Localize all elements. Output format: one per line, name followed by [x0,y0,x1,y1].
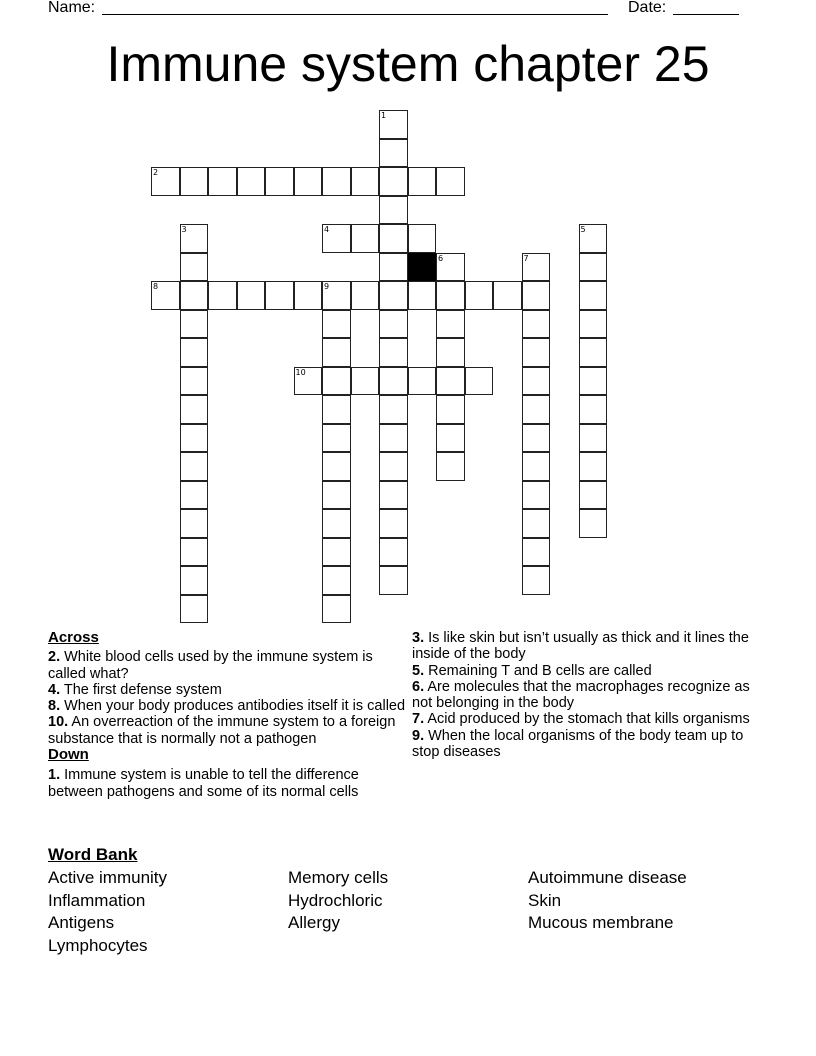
grid-cell[interactable] [465,367,494,396]
word-bank-item: Allergy [288,913,340,933]
grid-cell[interactable] [522,281,551,310]
grid-cell[interactable] [180,395,209,424]
clue-number-label: 7 [523,253,529,263]
clue-number-label: 9 [324,282,330,291]
grid-cell[interactable] [579,338,608,367]
grid-cell[interactable] [237,281,266,310]
clue-text: When your body produces antibodies itself it is called [60,698,406,715]
grid-cell[interactable] [436,424,465,453]
grid-cell[interactable] [579,253,608,282]
word-bank-item: Memory cells [288,868,389,887]
grid-cell[interactable] [322,509,351,538]
grid-cell[interactable] [180,281,209,310]
grid-cell[interactable] [322,566,351,595]
grid-cell[interactable] [294,167,323,196]
grid-cell[interactable] [522,481,551,510]
grid-cell[interactable] [294,367,323,396]
grid-cell[interactable] [180,509,209,538]
grid-cell[interactable] [522,424,551,453]
grid-cell[interactable] [436,310,465,339]
grid-cell[interactable] [408,224,437,253]
grid-cell[interactable] [180,310,209,339]
grid-cell[interactable] [379,224,408,253]
grid-cell[interactable] [322,538,351,567]
clue-down-9 [412,728,762,761]
grid-cell[interactable] [180,452,209,481]
grid-cell[interactable] [579,509,608,538]
clue-text: Immune system is unable to tell the difference between pathogens and some of its normal cells [48,767,359,800]
grid-cell[interactable] [522,395,551,424]
grid-cell[interactable] [436,167,465,196]
word-bank-item: Hydrochloric [288,890,383,910]
grid-cell[interactable] [379,310,408,339]
clue-number: 2. [48,649,61,666]
grid-cell[interactable] [322,367,351,396]
grid-cell[interactable] [408,281,437,310]
name-label: Name: [48,0,96,16]
black-cell [408,253,437,282]
word-bank-column-2 [288,867,528,935]
grid-cell[interactable] [379,196,408,225]
down-clues-continued [412,630,762,760]
grid-cell[interactable] [379,110,408,139]
grid-cell[interactable] [379,566,408,595]
grid-cell[interactable] [436,253,465,282]
grid-cell[interactable] [351,281,380,310]
grid-cell[interactable] [180,424,209,453]
grid-cell[interactable] [379,538,408,567]
clue-number-label: 8 [153,282,159,291]
grid-cell[interactable] [322,481,351,510]
clue-number-label: 1 [381,111,387,120]
clue-number: 10. [48,714,69,731]
across-clues [48,630,408,800]
clue-across-10 [48,714,408,747]
grid-cell[interactable] [237,167,266,196]
grid-cell[interactable] [408,167,437,196]
word-bank-item: Active immunity [48,868,168,887]
clue-down-7 [412,711,762,727]
grid-cell[interactable] [265,281,294,310]
grid-cell[interactable] [522,367,551,396]
clue-number-label: 3 [181,225,187,234]
grid-cell[interactable] [180,253,209,282]
grid-cell[interactable] [522,566,551,595]
grid-cell[interactable] [208,167,237,196]
grid-cell[interactable] [351,367,380,396]
clue-down-6 [412,679,762,712]
grid-cell[interactable] [265,167,294,196]
grid-cell[interactable] [579,281,608,310]
clue-number: 6. [412,678,425,695]
grid-cell[interactable] [379,139,408,168]
name-date-line [48,0,768,20]
name-field[interactable] [102,0,608,15]
grid-cell[interactable] [379,452,408,481]
clue-down-1 [48,767,408,800]
grid-cell[interactable] [379,424,408,453]
grid-cell[interactable] [522,338,551,367]
clue-number: 3. [412,630,425,646]
grid-cell[interactable] [322,281,351,310]
grid-cell[interactable] [180,167,209,196]
grid-cell[interactable] [208,281,237,310]
grid-cell[interactable] [522,253,551,282]
date-field[interactable] [673,0,739,15]
grid-cell[interactable] [322,424,351,453]
clue-text: The first defense system [60,681,222,698]
word-bank-title: Word Bank [48,845,138,864]
clue-text: Remaining T and B cells are called [424,662,652,679]
down-heading: Down [48,746,89,764]
clue-text: Acid produced by the stomach that kills organisms [424,711,750,728]
grid-cell[interactable] [379,281,408,310]
grid-cell[interactable] [465,281,494,310]
clue-number: 9. [412,727,425,744]
clue-number: 7. [412,711,425,728]
word-bank-item: Antigens [48,913,115,933]
grid-cell[interactable] [151,281,180,310]
word-bank-item: Skin [528,890,562,910]
word-bank-column-3 [528,867,768,935]
grid-cell[interactable] [436,395,465,424]
grid-cell[interactable] [493,281,522,310]
clue-number: 5. [412,662,425,679]
clue-down-3 [412,630,762,663]
clue-number-label: 2 [153,168,159,177]
grid-cell[interactable] [322,224,351,253]
grid-cell[interactable] [322,395,351,424]
grid-cell[interactable] [151,167,180,196]
grid-cell[interactable] [180,481,209,510]
grid-cell[interactable] [322,595,351,624]
clue-across-2 [48,649,408,682]
grid-cell[interactable] [379,395,408,424]
word-bank-item: Inflammation [48,890,146,910]
across-heading: Across [48,629,99,646]
clue-across-4 [48,682,408,698]
grid-cell[interactable] [522,538,551,567]
grid-cell[interactable] [322,310,351,339]
grid-cell[interactable] [436,281,465,310]
clue-text: Are molecules that the macrophages recognize as not belonging in the body [412,678,750,712]
clue-number-label: 10 [295,367,306,377]
grid-cell[interactable] [579,395,608,424]
clue-text: Is like skin but isn’t usually as thick and it lines the inside of the body [412,630,749,663]
clue-number-label: 5 [580,225,586,234]
word-bank-column-1 [48,867,288,957]
grid-cell[interactable] [180,367,209,396]
clue-text: White blood cells used by the immune system is called what? [48,649,373,682]
word-bank-item: Lymphocytes [48,935,148,955]
grid-cell[interactable] [322,338,351,367]
grid-cell[interactable] [436,338,465,367]
grid-cell[interactable] [436,367,465,396]
clue-number: 8. [48,698,61,715]
word-bank-item: Autoimmune disease [528,868,687,887]
grid-cell[interactable] [522,310,551,339]
clue-number-label: 4 [324,225,330,234]
grid-cell[interactable] [180,566,209,595]
grid-cell[interactable] [436,452,465,481]
clue-number: 1. [48,767,61,784]
grid-cell[interactable] [379,481,408,510]
clue-number: 4. [48,681,61,698]
grid-cell[interactable] [180,595,209,624]
grid-cell[interactable] [579,367,608,396]
grid-cell[interactable] [579,424,608,453]
word-bank-item: Mucous membrane [528,913,674,933]
grid-cell[interactable] [180,224,209,253]
grid-cell[interactable] [322,452,351,481]
grid-cell[interactable] [351,224,380,253]
grid-cell[interactable] [294,281,323,310]
clue-text: An overreaction of the immune system to a foreign substance that is normally not a pathogen [48,714,396,747]
grid-cell[interactable] [379,338,408,367]
page-title: Immune system chapter 25 [106,36,710,92]
grid-cell[interactable] [408,367,437,396]
clue-number-label: 6 [438,253,444,263]
date-label: Date: [628,0,667,16]
grid-cell[interactable] [579,452,608,481]
grid-cell[interactable] [351,167,380,196]
grid-cell[interactable] [379,167,408,196]
grid-cell[interactable] [180,338,209,367]
grid-cell[interactable] [379,253,408,282]
grid-cell[interactable] [379,509,408,538]
clue-across-8 [48,698,408,714]
grid-cell[interactable] [180,538,209,567]
grid-cell[interactable] [579,481,608,510]
grid-cell[interactable] [579,224,608,253]
clue-down-5 [412,663,762,679]
grid-cell[interactable] [379,367,408,396]
clue-text: When the local organisms of the body team up to stop diseases [412,727,744,761]
grid-cell[interactable] [522,509,551,538]
grid-cell[interactable] [322,167,351,196]
grid-cell[interactable] [579,310,608,339]
grid-cell[interactable] [522,452,551,481]
